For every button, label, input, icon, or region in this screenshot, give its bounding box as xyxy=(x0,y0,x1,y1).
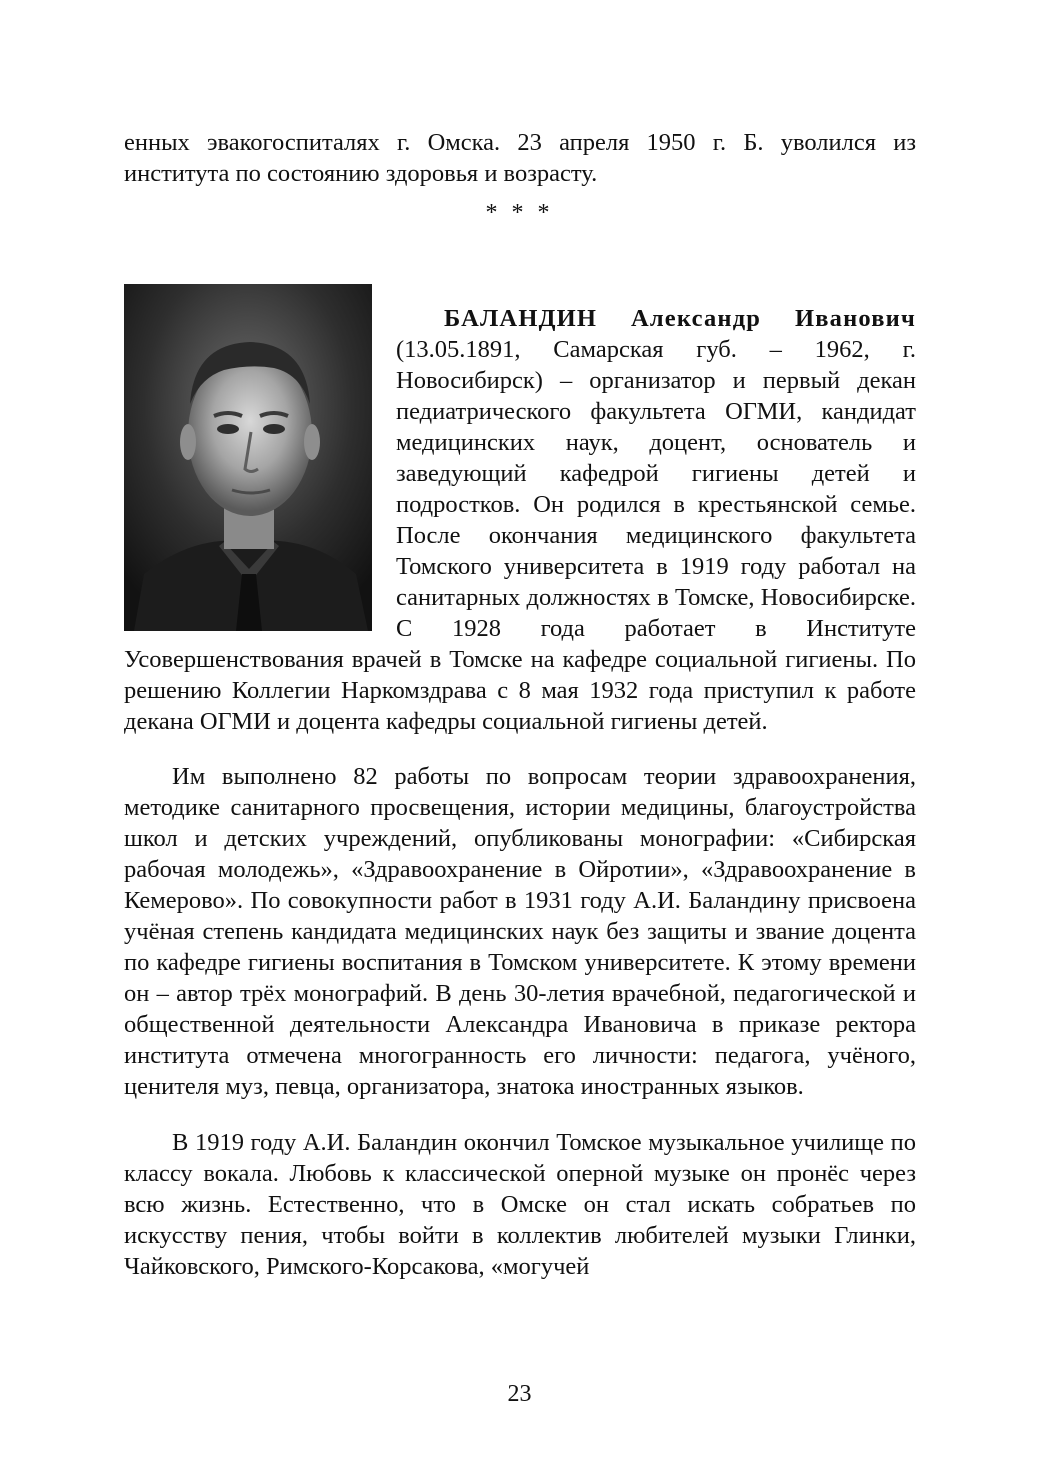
biography-intro-text: (13.05.1891, Самарская губ. – 1962, г. Новосибирск) – организатор и первый декан педиатрического факультета ОГМИ, кандидат медицинских наук, доцент, основатель и заведующий кафедрой гигиены детей и подростков. Он родился в крестьянской семье. После окончания медицинского факультета Томского университета в 1919 году работал на санитарных должностях в Томске, Новосибирске. С 1928 года работает в Институте Усовершенствования врачей в Томске на кафедре социальной гигиены. По решению Коллегии Наркомздрава с 8 мая 1932 года приступил к работе декана ОГМИ и доцента кафедры социальной гигиены детей. xyxy=(124,335,916,735)
person-name: БАЛАНДИН Александр Иванович xyxy=(444,304,916,332)
biography-section xyxy=(124,278,916,1306)
biography-paragraph: В 1919 году А.И. Баландин окончил Томское музыкальное училище по классу вокала. Любовь к классической оперной музыке он пронёс через всю жизнь. Естественно, что в Омске он стал искать собратьев по искусству пения, чтобы войти в коллектив любителей музыки Глинки, Чайковского, Римского-Корсакова, «могучей xyxy=(124,1128,916,1280)
intro-paragraph xyxy=(124,127,916,189)
section-separator: * * * xyxy=(485,200,554,226)
portrait-photo xyxy=(124,284,372,631)
intro-text: енных эвакогоспиталях г. Омска. 23 апреля 1950 г. Б. уволился из института по состоянию здоровья и возрасту. xyxy=(124,129,916,187)
biography-paragraph: Им выполнено 82 работы по вопросам теории здравоохранения, методике санитарного просвещения, истории медицины, благоустройства школ и детских учреждений, опубликованы монографии: «Сибирская рабочая молодежь», «Здравоохранение в Ойротии», «Здравоохранение в Кемерово». По совокупности работ в 1931 году А.И. Баландину присвоена учёная степень кандидата медицинских наук без защиты и звание доцента по кафедре гигиены воспитания в Томском университете. К этому времени он – автор трёх монографий. В день 30-летия врачебной, педагогической и общественной деятельности Александра Ивановича в приказе ректора института отмечена многогранность его личности: педагога, учёного, ценителя муз, певца, организатора, знатока иностранных языков. xyxy=(124,763,916,1100)
portrait-illustration xyxy=(124,284,372,631)
page-number: 23 xyxy=(507,1381,532,1407)
